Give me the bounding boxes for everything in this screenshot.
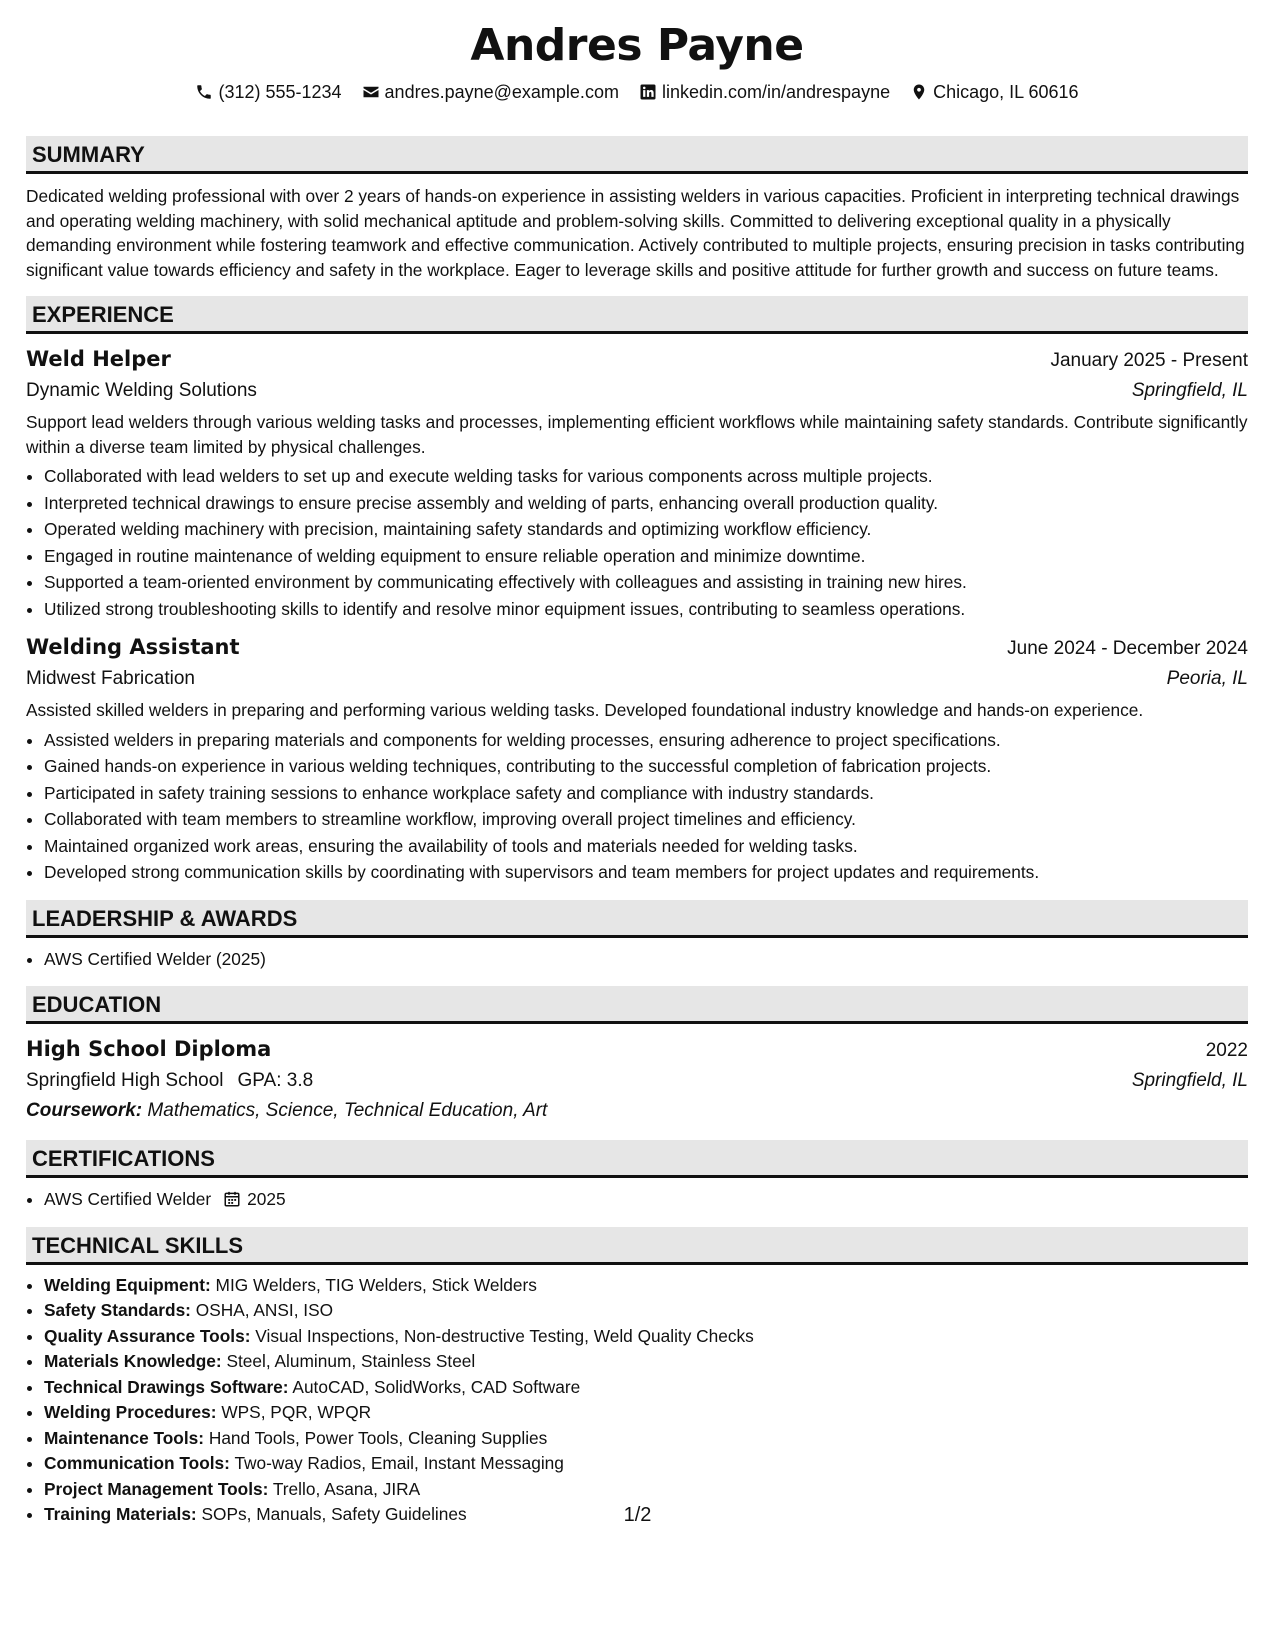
summary-heading: SUMMARY: [26, 136, 1248, 174]
list-item: [44, 1186, 1248, 1213]
job-location: Springfield, IL: [1131, 380, 1248, 401]
education-heading: EDUCATION: [26, 986, 1248, 1024]
skill-value: AutoCAD, SolidWorks, CAD Software: [292, 1376, 581, 1397]
list-item: [44, 1324, 1248, 1350]
skill-label: Welding Equipment:: [44, 1274, 211, 1295]
certification-name: • AWS Certified Welder: [44, 1189, 212, 1209]
coursework-value: Mathematics, Science, Technical Education, Art: [147, 1100, 548, 1121]
skill-value: OSHA, ANSI, ISO: [195, 1300, 334, 1320]
list-item: • Participated in safety training sessions to enhance workplace safety and compliance with industry standards.: [44, 780, 1248, 807]
skill-label: Project Management Tools:: [44, 1478, 269, 1499]
school-name: Springfield High School: [26, 1070, 224, 1091]
skill-label: Training Materials:: [44, 1504, 197, 1524]
list-item: [44, 1451, 1248, 1477]
skills-list: [26, 1273, 1248, 1528]
resume-page: [26, 18, 1248, 1528]
calendar-icon: [223, 1190, 241, 1208]
job-company: Dynamic Welding Solutions: [26, 380, 257, 401]
job-location: Peoria, IL: [1166, 668, 1248, 689]
job-entry: [26, 632, 1248, 886]
awards-heading: LEADERSHIP & AWARDS: [26, 900, 1248, 938]
skill-value: Trello, Asana, JIRA: [272, 1478, 421, 1499]
list-item: • Developed strong communication skills by coordinating with supervisors and team members for project updates and requirements.: [44, 859, 1248, 886]
list-item: [44, 1426, 1248, 1452]
skill-label: Communication Tools:: [44, 1453, 230, 1473]
list-item: • Assisted welders in preparing materials and components for welding processes, ensuring adherence to project specifications.: [44, 727, 1248, 754]
page-number: 1/2: [623, 1504, 652, 1526]
contact-linkedin-text[interactable]: linkedin.com/in/andrespayne: [661, 82, 891, 102]
contact-linkedin[interactable]: [639, 80, 890, 104]
skill-label: Safety Standards:: [44, 1300, 191, 1320]
job-entry: [26, 344, 1248, 622]
skill-value: WPS, PQR, WPQR: [221, 1402, 372, 1422]
skill-value: SOPs, Manuals, Safety Guidelines: [201, 1504, 467, 1524]
list-item: • Collaborated with team members to streamline workflow, improving overall project timelines and efficiency.: [44, 806, 1248, 833]
envelope-icon: [362, 83, 380, 101]
skill-label: Technical Drawings Software:: [44, 1376, 289, 1397]
list-item: • Supported a team-oriented environment by communicating effectively with colleagues and assisting in training new hires.: [44, 569, 1248, 596]
contact-phone-text: (312) 555-1234: [218, 82, 342, 102]
list-item: [44, 1375, 1248, 1401]
skill-label: Quality Assurance Tools:: [44, 1325, 251, 1346]
skill-value: Steel, Aluminum, Stainless Steel: [226, 1351, 476, 1371]
candidate-name: Andres Payne: [470, 20, 804, 71]
awards-list: [26, 946, 1248, 973]
list-item: [44, 1298, 1248, 1324]
job-company: Midwest Fabrication: [26, 668, 195, 689]
education-location: Springfield, IL: [1131, 1070, 1248, 1091]
list-item: • Gained hands-on experience in various welding techniques, contributing to the successful completion of fabrication projects.: [44, 753, 1248, 780]
education-year: 2022: [1205, 1040, 1248, 1061]
list-item: • Maintained organized work areas, ensuring the availability of tools and materials needed for welding tasks.: [44, 833, 1248, 860]
list-item: [44, 1477, 1248, 1503]
list-item: [44, 1349, 1248, 1375]
coursework-line: [26, 1096, 1248, 1126]
job-summary: Support lead welders through various welding tasks and processes, implementing efficient workflows while maintaining safety standards. Contribute significantly within a diverse team limited by physical challenges.: [26, 412, 1248, 457]
skill-label: Materials Knowledge:: [44, 1351, 222, 1371]
certification-year: 2025: [247, 1189, 286, 1209]
education-school-line: [26, 1066, 313, 1096]
summary-text: Dedicated welding professional with over 2 years of hands-on experience in assisting welders in various capacities. Proficient in interpreting technical drawings and operating welding machinery, with solid mechanical aptitude and problem-solving skills. Committed to delivering exceptional quality in a physically demanding environment while fostering teamwork and effective communication. Actively contributed to multiple projects, ensuring precision in tasks contributing significant value towards efficiency and safety in the workplace. Eager to leverage skills and positive attitude for further growth and success on future teams.: [26, 186, 1245, 280]
list-item: [44, 1400, 1248, 1426]
map-pin-icon: [910, 83, 928, 101]
job-bullets: [26, 727, 1248, 886]
skill-value: Visual Inspections, Non-destructive Testing, Weld Quality Checks: [255, 1325, 754, 1346]
contact-email[interactable]: [362, 80, 619, 104]
job-bullets: [26, 463, 1248, 622]
degree-title: High School Diploma: [26, 1037, 272, 1061]
job-dates: January 2025 - Present: [1050, 350, 1248, 371]
list-item: • AWS Certified Welder (2025): [44, 946, 1248, 973]
skill-value: MIG Welders, TIG Welders, Stick Welders: [215, 1274, 537, 1295]
certifications-heading: CERTIFICATIONS: [26, 1140, 1248, 1178]
skill-value: Hand Tools, Power Tools, Cleaning Supplies: [208, 1427, 548, 1448]
list-item: • Utilized strong troubleshooting skills to identify and resolve minor equipment issues, contributing to seamless operations.: [44, 596, 1248, 623]
contact-phone: [195, 80, 341, 104]
job-summary: Assisted skilled welders in preparing and performing various welding tasks. Developed foundational industry knowledge and hands-on experience.: [26, 700, 1144, 720]
coursework-label: Coursework:: [26, 1100, 143, 1121]
job-title: Welding Assistant: [26, 635, 240, 659]
certifications-list: [26, 1186, 1248, 1213]
list-item: • Engaged in routine maintenance of welding equipment to ensure reliable operation and minimize downtime.: [44, 543, 1248, 570]
contact-email-text[interactable]: andres.payne@example.com: [384, 82, 619, 102]
job-dates: June 2024 - December 2024: [1007, 638, 1248, 659]
skill-label: Maintenance Tools:: [44, 1427, 205, 1448]
skill-value: Two-way Radios, Email, Instant Messaging: [234, 1453, 564, 1473]
list-item: • Collaborated with lead welders to set up and execute welding tasks for various components across multiple projects.: [44, 463, 1248, 490]
education-entry: [26, 1034, 1248, 1126]
skills-heading: TECHNICAL SKILLS: [26, 1227, 1248, 1265]
list-item: [44, 1273, 1248, 1299]
experience-heading: EXPERIENCE: [26, 296, 1248, 334]
list-item: • Interpreted technical drawings to ensure precise assembly and welding of parts, enhancing overall production quality.: [44, 490, 1248, 517]
contact-location-text: Chicago, IL 60616: [933, 82, 1079, 102]
job-title: Weld Helper: [26, 347, 171, 371]
skill-label: Welding Procedures:: [44, 1402, 217, 1422]
gpa: GPA: 3.8: [237, 1070, 314, 1091]
list-item: • Operated welding machinery with precision, maintaining safety standards and optimizing workflow efficiency.: [44, 516, 1248, 543]
linkedin-icon: [639, 83, 657, 101]
contact-bar: [26, 80, 1248, 104]
phone-icon: [195, 83, 213, 101]
contact-location: [910, 80, 1078, 104]
